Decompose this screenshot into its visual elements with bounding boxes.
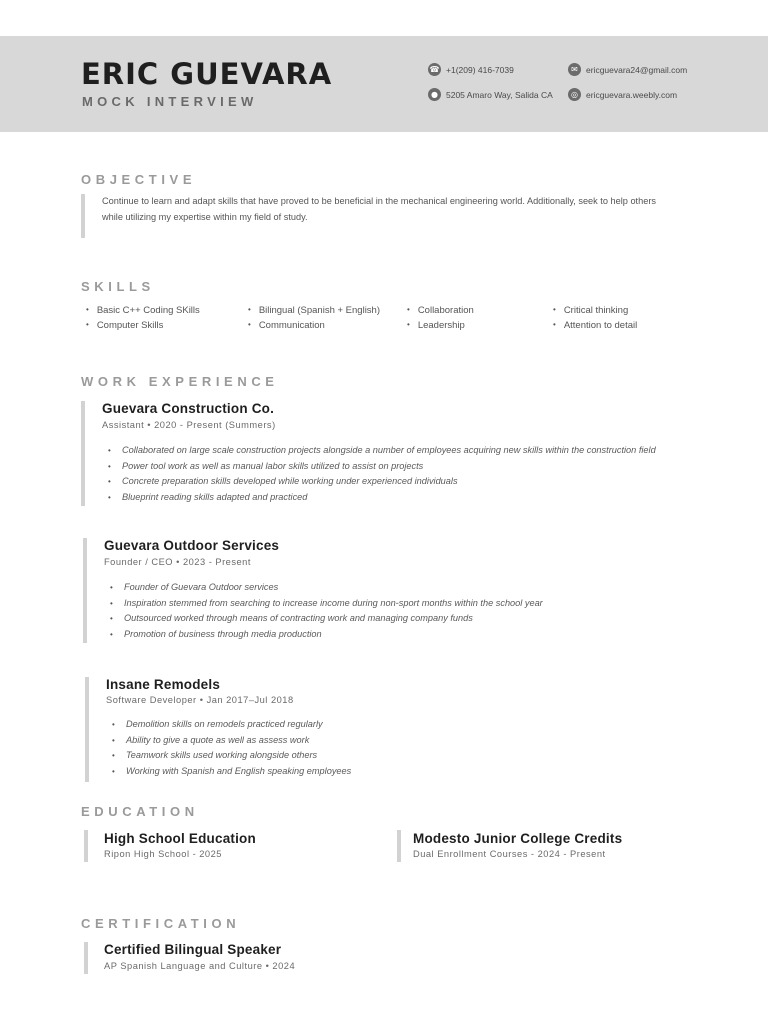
- work-heading: WORK EXPERIENCE: [81, 374, 279, 389]
- skill-item: • Attention to detail: [553, 320, 637, 331]
- skill-item: • Communication: [248, 320, 325, 331]
- job-bullet: • Power tool work as well as manual labor skills utilized to assist on projects: [108, 459, 656, 475]
- job-bullets: [112, 717, 351, 779]
- education-detail: Dual Enrollment Courses - 2024 - Present: [413, 849, 606, 859]
- skill-item: • Basic C++ Coding SKills: [86, 305, 200, 316]
- objective-bar: [81, 194, 85, 238]
- envelope-icon: ✉: [568, 63, 581, 76]
- website-text[interactable]: ericguevara.weebly.com: [586, 89, 678, 100]
- job-bullet: • Teamwork skills used working alongside others: [112, 748, 351, 764]
- education-name: High School Education: [104, 831, 256, 846]
- job-bullet: • Founder of Guevara Outdoor services: [110, 580, 543, 596]
- phone-icon: ☎: [429, 65, 440, 74]
- phone-text: +1(209) 416-7039: [446, 64, 514, 75]
- skill-item: • Bilingual (Spanish + English): [248, 305, 380, 316]
- objective-line: Continue to learn and adapt skills that have proved to be beneficial in the mechanical engineering world. Additionally, seek to help others: [102, 196, 656, 206]
- candidate-name: ERIC GUEVARA: [81, 57, 333, 91]
- certification-detail: AP Spanish Language and Culture • 2024: [104, 961, 296, 971]
- education-bar: [84, 830, 88, 862]
- objective-text: [102, 194, 722, 225]
- education-detail: Ripon High School - 2025: [104, 849, 222, 859]
- job-bullets: [110, 580, 543, 642]
- education-bar: [397, 830, 401, 862]
- skills-heading: SKILLS: [81, 279, 155, 294]
- job-bullet: • Ability to give a quote as well as assess work: [112, 733, 351, 749]
- objective-line: while utilizing my expertise within my field of study.: [102, 211, 308, 222]
- skill-item: • Computer Skills: [86, 320, 163, 331]
- job-bullet: • Demolition skills on remodels practiced regularly: [112, 717, 351, 733]
- contact-email[interactable]: [568, 63, 687, 76]
- resume-subtitle: MOCK INTERVIEW: [82, 94, 258, 109]
- job-bullet: • Outsourced worked through means of contracting work and managing company funds: [110, 611, 543, 627]
- job-bar: [83, 538, 87, 643]
- skill-item: • Leadership: [407, 320, 465, 331]
- job-company: Guevara Outdoor Services: [104, 538, 280, 553]
- job-bullet: • Working with Spanish and English speaking employees: [112, 764, 351, 780]
- job-bullet: • Promotion of business through media production: [110, 627, 543, 643]
- certification-heading: CERTIFICATION: [81, 916, 241, 931]
- contact-address: [428, 88, 553, 101]
- job-bullet: • Blueprint reading skills adapted and practiced: [108, 490, 656, 506]
- contact-website[interactable]: [568, 88, 677, 101]
- job-bullet: • Inspiration stemmed from searching to increase income during non-sport months within the school year: [110, 596, 543, 612]
- email-text[interactable]: ericguevara24@gmail.com: [586, 64, 688, 75]
- job-bullets: [108, 443, 656, 505]
- job-bullet: • Collaborated on large scale construction projects alongside a number of employees acquiring new skills within the construction field: [108, 443, 656, 459]
- job-meta: Founder / CEO • 2023 - Present: [104, 557, 251, 567]
- globe-icon: ◎: [568, 88, 581, 101]
- address-text: 5205 Amaro Way, Salida CA: [446, 89, 553, 100]
- education-heading: EDUCATION: [81, 804, 199, 819]
- skill-item: • Collaboration: [407, 305, 474, 316]
- skill-item: • Critical thinking: [553, 305, 628, 316]
- job-company: Guevara Construction Co.: [102, 401, 275, 416]
- contact-phone: [428, 63, 514, 76]
- job-company: Insane Remodels: [106, 677, 221, 692]
- certification-bar: [84, 942, 88, 974]
- job-bar: [85, 677, 89, 782]
- location-pin-icon: ●: [428, 88, 441, 101]
- job-meta: Assistant • 2020 - Present (Summers): [102, 420, 276, 430]
- job-bullet: • Concrete preparation skills developed while working under experienced individuals: [108, 474, 656, 490]
- objective-heading: OBJECTIVE: [81, 172, 197, 187]
- certification-name: Certified Bilingual Speaker: [104, 942, 282, 957]
- job-bar: [81, 401, 85, 506]
- education-name: Modesto Junior College Credits: [413, 831, 623, 846]
- job-meta: Software Developer • Jan 2017–Jul 2018: [106, 695, 294, 705]
